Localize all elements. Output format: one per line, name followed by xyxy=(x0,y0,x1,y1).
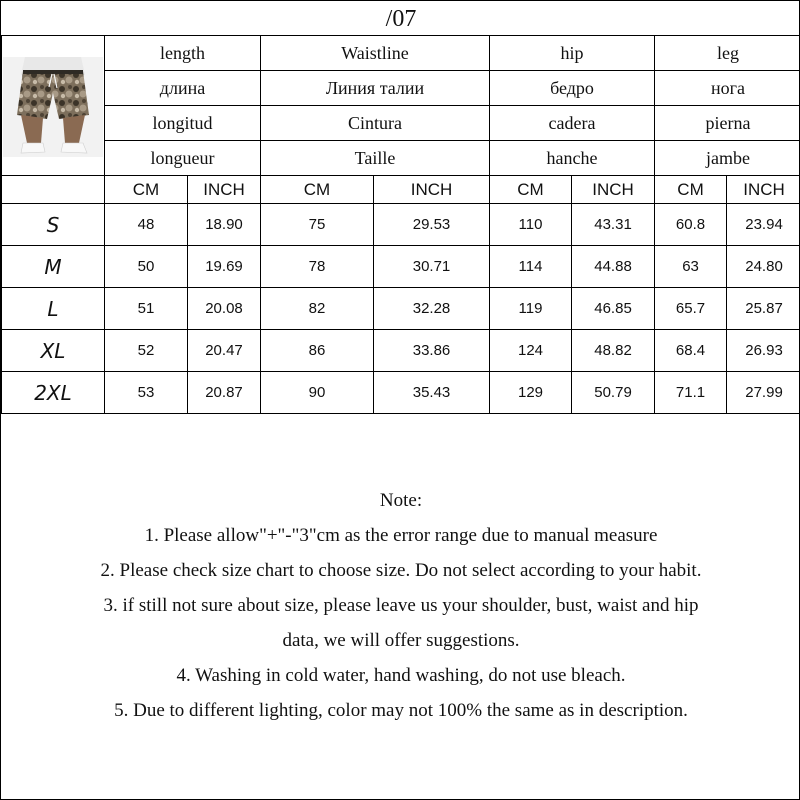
value-cell: 82 xyxy=(261,288,374,330)
size-row-m xyxy=(2,246,800,288)
note-3: 3. if still not sure about size, please leave us your shoulder, bust, waist and hip xyxy=(103,595,699,616)
header-hip-es: cadera xyxy=(490,106,655,141)
value-cell: 124 xyxy=(490,330,572,372)
unit-cell: CM xyxy=(261,176,374,204)
unit-blank-cell xyxy=(2,176,105,204)
value-cell: 60.8 xyxy=(655,204,727,246)
value-cell: 19.69 xyxy=(188,246,261,288)
value-cell: 114 xyxy=(490,246,572,288)
value-cell: 110 xyxy=(490,204,572,246)
value-cell: 25.87 xyxy=(727,288,800,330)
value-cell: 75 xyxy=(261,204,374,246)
value-cell: 20.08 xyxy=(188,288,261,330)
header-leg-fr: jambe xyxy=(655,141,800,176)
value-cell: 65.7 xyxy=(655,288,727,330)
value-cell: 71.1 xyxy=(655,372,727,414)
value-cell: 78 xyxy=(261,246,374,288)
note-5: 5. Due to different lighting, color may not 100% the same as in description. xyxy=(114,700,688,721)
unit-cell: INCH xyxy=(374,176,490,204)
value-cell: 63 xyxy=(655,246,727,288)
value-cell: 18.90 xyxy=(188,204,261,246)
header-length-en: length xyxy=(105,36,261,71)
header-hip-ru: бедро xyxy=(490,71,655,106)
size-row-xl xyxy=(2,330,800,372)
value-cell: 43.31 xyxy=(572,204,655,246)
header-hip-fr: hanche xyxy=(490,141,655,176)
note-1: 1. Please allow"+"-"3"cm as the error range due to manual measure xyxy=(144,525,658,546)
header-length-fr: longueur xyxy=(105,141,261,176)
value-cell: 119 xyxy=(490,288,572,330)
value-cell: 52 xyxy=(105,330,188,372)
header-row-russian xyxy=(2,71,800,106)
size-label: XL xyxy=(2,330,105,372)
header-row-spanish xyxy=(2,106,800,141)
header-waist-es: Cintura xyxy=(261,106,490,141)
page-title: /07 xyxy=(1,1,800,36)
value-cell: 20.87 xyxy=(188,372,261,414)
header-hip-en: hip xyxy=(490,36,655,71)
header-row-english xyxy=(2,36,800,71)
header-waist-fr: Taille xyxy=(261,141,490,176)
notes-heading: Note: xyxy=(379,490,423,511)
value-cell: 27.99 xyxy=(727,372,800,414)
size-table xyxy=(1,35,800,414)
value-cell: 90 xyxy=(261,372,374,414)
value-cell: 68.4 xyxy=(655,330,727,372)
value-cell: 24.80 xyxy=(727,246,800,288)
size-row-2xl xyxy=(2,372,800,414)
header-length-es: longitud xyxy=(105,106,261,141)
header-leg-en: leg xyxy=(655,36,800,71)
value-cell: 51 xyxy=(105,288,188,330)
size-label: S xyxy=(2,204,105,246)
note-4: 4. Washing in cold water, hand washing, do not use bleach. xyxy=(176,665,626,686)
value-cell: 26.93 xyxy=(727,330,800,372)
value-cell: 44.88 xyxy=(572,246,655,288)
value-cell: 50.79 xyxy=(572,372,655,414)
value-cell: 86 xyxy=(261,330,374,372)
unit-cell: CM xyxy=(490,176,572,204)
note-2: 2. Please check size chart to choose size. Do not select according to your habit. xyxy=(100,560,702,581)
size-label: 2XL xyxy=(2,372,105,414)
value-cell: 33.86 xyxy=(374,330,490,372)
unit-cell: INCH xyxy=(572,176,655,204)
header-row-french xyxy=(2,141,800,176)
header-leg-ru: нога xyxy=(655,71,800,106)
value-cell: 23.94 xyxy=(727,204,800,246)
value-cell: 48 xyxy=(105,204,188,246)
notes-section xyxy=(1,485,800,730)
unit-cell: CM xyxy=(105,176,188,204)
size-label: M xyxy=(2,246,105,288)
unit-cell: CM xyxy=(655,176,727,204)
header-leg-es: pierna xyxy=(655,106,800,141)
note-3-continued: data, we will offer suggestions. xyxy=(282,630,520,651)
value-cell: 29.53 xyxy=(374,204,490,246)
unit-cell: INCH xyxy=(188,176,261,204)
size-row-s xyxy=(2,204,800,246)
value-cell: 20.47 xyxy=(188,330,261,372)
value-cell: 32.28 xyxy=(374,288,490,330)
header-waist-ru: Линия талии xyxy=(261,71,490,106)
size-label: L xyxy=(2,288,105,330)
header-length-ru: длина xyxy=(105,71,261,106)
shorts-model-image xyxy=(3,57,103,157)
product-photo-cell xyxy=(2,36,105,176)
value-cell: 48.82 xyxy=(572,330,655,372)
unit-row xyxy=(2,176,800,204)
value-cell: 30.71 xyxy=(374,246,490,288)
header-waist-en: Waistline xyxy=(261,36,490,71)
value-cell: 129 xyxy=(490,372,572,414)
value-cell: 50 xyxy=(105,246,188,288)
value-cell: 53 xyxy=(105,372,188,414)
unit-cell: INCH xyxy=(727,176,800,204)
value-cell: 46.85 xyxy=(572,288,655,330)
value-cell: 35.43 xyxy=(374,372,490,414)
size-row-l xyxy=(2,288,800,330)
